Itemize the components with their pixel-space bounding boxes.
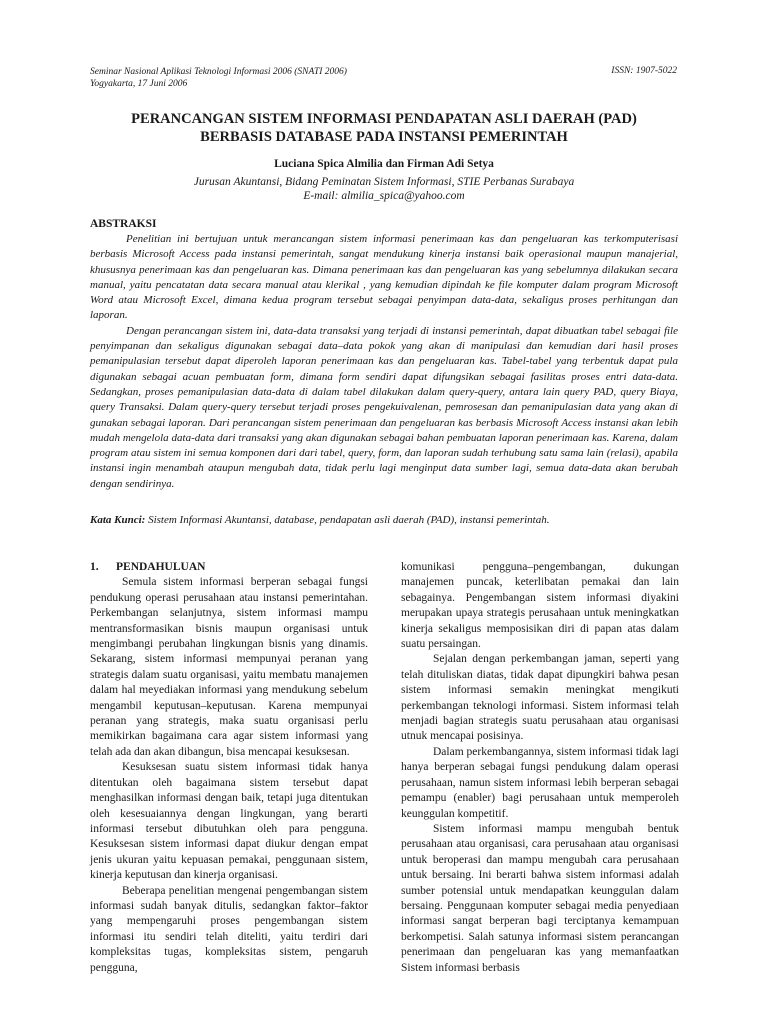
keywords-label: Kata Kunci: — [90, 514, 146, 526]
authors: Luciana Spica Almilia dan Firman Adi Setya — [274, 158, 494, 170]
body-paragraph: komunikasi pengguna–pengembangan, dukungan manajemen puncak, keterlibatan pemakai dan lain sebagainya. Pengembangan sistem informasi diyakini merupakan upaya strategis perusahaan untuk meningkatkan kinerja sekaligus memposisikan diri di papan atas dalam suatu persaingan. — [401, 561, 679, 651]
title-line-2: BERBASIS DATABASE PADA INSTANSI PEMERINTAH — [200, 129, 568, 145]
body-paragraph: Dalam perkembangannya, sistem informasi tidak lagi hanya berperan sebagai fungsi pendukung dalam operasi perusahaan, namun sistem informasi lebih berperan sebagai pemampu (enabler) bagi perusahaan untuk memperoleh keunggulan kompetitif. — [401, 745, 679, 820]
affiliation — [60, 175, 708, 203]
section-number: 1. — [90, 561, 99, 573]
paper-title — [60, 110, 708, 146]
running-header — [90, 66, 347, 90]
section-title: PENDAHULUAN — [116, 561, 206, 573]
abstract-paragraph: Dengan perancangan sistem ini, data-data transaksi yang terjadi di instansi pemerintah, dapat dibuatkan tabel sebagai file penyimpanan dan sekaligus digunakan sebagai data–data pokok yang akan di manipulasi dan kemudian dari hasil proses pemanipulasian tersebut dapat diperoleh laporan penerimaan kas dan pengeluaran kas. Tabel-tabel yang terbentuk dapat pula digunakan sebagai acuan pembuatan form, dimana form sendiri dapat difungsikan sebagai fasilitas proses entri data-data. Sedangkan, proses pemanipulasian data-data di dalam tabel dilakukan dalam query-query, antara lain query PAD, query Biaya, query Transaksi. Dalam query-query tersebut terjadi proses pengekuivalenan, pemrosesan dan pemanipulasian data yang akan di gunakan sebagai laporan. Dari perancangan sistem penerimaan dan pengeluaran kas berbasis Microsoft Access instansi akan lebih mudah mengelola data-data dari transaksi yang akan digunakan sebagai bahan pembuatan laporan penerimaan kas. Karena, dalam program atau sistem ini semua komponen dari dari tabel, query, form, dan laporan sudah terhubung satu sama lain (relasi), apabila instansi ingin menambah ataupun mengubah data, tidak perlu lagi menginput data sumber lagi, semua data-data akan berubah dengan sendirinya. — [90, 324, 678, 490]
issn: ISSN: 1907-5022 — [611, 66, 677, 76]
abstract-heading: ABSTRAKSI — [90, 218, 157, 230]
body-paragraph: Sejalan dengan perkembangan jaman, seperti yang telah dituliskan diatas, tidak dapat dipungkiri bahwa pesan sistem informasi semakin meningkat mengikuti perkembangan teknologi informasi. Sistem informasi telah menjadi bagian strategis suatu perusahaan atau organisasi utnuk mencapai posisinya. — [401, 653, 679, 743]
right-column — [401, 560, 679, 976]
keywords — [90, 514, 678, 526]
conference-name: Seminar Nasional Aplikasi Teknologi Informasi 2006 (SNATI 2006) — [90, 67, 347, 77]
abstract-paragraph: Penelitian ini bertujuan untuk merancangan sistem informasi penerimaan kas dan pengeluaran kas terkomputerisasi berbasis Microsoft Access pada instansi pemerintah, sangat mendukung kinerja instansi baik operasional maupun manajerial, khususnya penerimaan kas dan pengeluaran kas. Dimana penerimaan kas dan pengeluaran kas yang sebelumnya dilakukan secara manual, yaitu pencatatan data secara manual atau klerikal , yang kemudian dipindah ke file komputer dalam program Microsoft Word atau Microsoft Excel, dimana kedua program tersebut sebagai penyimpan data-data, sekaligus proses perhitungan dan laporan. — [90, 233, 678, 322]
body-paragraph: Kesuksesan suatu sistem informasi tidak hanya ditentukan oleh bagaimana sistem tersebut dapat menghasilkan informasi dengan baik, tetapi juga ditentukan oleh kesesuaiannya dengan lingkungan, yang berarti informasi tersebut dibutuhkan oleh para pengguna. Kesuksesan sistem informasi dapat diukur dengan empat jenis ukuran yaitu kepuasan pemakai, penggunaan sistem, kinerja keputusan dan kinerja organisasi. — [90, 761, 368, 882]
abstract-body — [90, 232, 678, 492]
body-paragraph: Sistem informasi mampu mengubah bentuk perusahaan atau organisasi, cara perusahaan atau organisasi untuk beroperasi dan mampu mengubah cara perusahaan untuk bersaing. Ini berarti bahwa sistem informasi adalah sumber potensial untuk mendapatkan keunggulan dalam bersaing. Penggunaan komputer sebagai media penyediaan informasi sangat berperan bagi terciptanya kemampuan berkompetisi. Salah satunya informasi sistem perancangan penerimaan dan pengeluaran kas yang memanfaatkan Sistem informasi berbasis — [401, 822, 679, 974]
title-line-1: PERANCANGAN SISTEM INFORMASI PENDAPATAN ASLI DAERAH (PAD) — [131, 111, 637, 127]
body-paragraph: Semula sistem informasi berperan sebagai fungsi pendukung operasi perusahaan atau instansi pemerintahan. Perkembangan selanjutnya, sistem informasi mampu mentransformasikan bisnis maupun organisasi untuk mengimbangi perubahan lingkungan bisnis yang dinamis. Sekarang, sistem informasi mempunyai peranan yang strategis dalam suatu organisasi, yaitu membatu manajemen dalam hal meyediakan informasi yang mendukung sebelum mengambil keputusan–keputusan. Karena mempunyai peranan yang strategis, maka suatu organisasi perlu memikirkan bagaimana cara agar sistem informasi yang telah ada dan akan dibangun, bisa mencapai kesuksesan. — [90, 576, 368, 758]
affiliation-email: E-mail: almilia_spica@yahoo.com — [303, 190, 465, 202]
left-column — [90, 560, 368, 976]
keywords-text: Sistem Informasi Akuntansi, database, pendapatan asli daerah (PAD), instansi pemerintah. — [145, 514, 550, 526]
body-paragraph: Beberapa penelitian mengenai pengembangan sistem informasi sudah banyak ditulis, sedangkan faktor–faktor yang mempengaruhi proses pengembangan sistem informasi itu sendiri telah diteliti, yaitu terdiri dari kompleksitas tugas, kompleksitas sistem, pengaruh pengguna, — [90, 884, 368, 974]
conference-location-date: Yogyakarta, 17 Juni 2006 — [90, 79, 188, 89]
affiliation-dept: Jurusan Akuntansi, Bidang Peminatan Sistem Informasi, STIE Perbanas Surabaya — [193, 176, 575, 188]
section-heading — [90, 560, 368, 575]
